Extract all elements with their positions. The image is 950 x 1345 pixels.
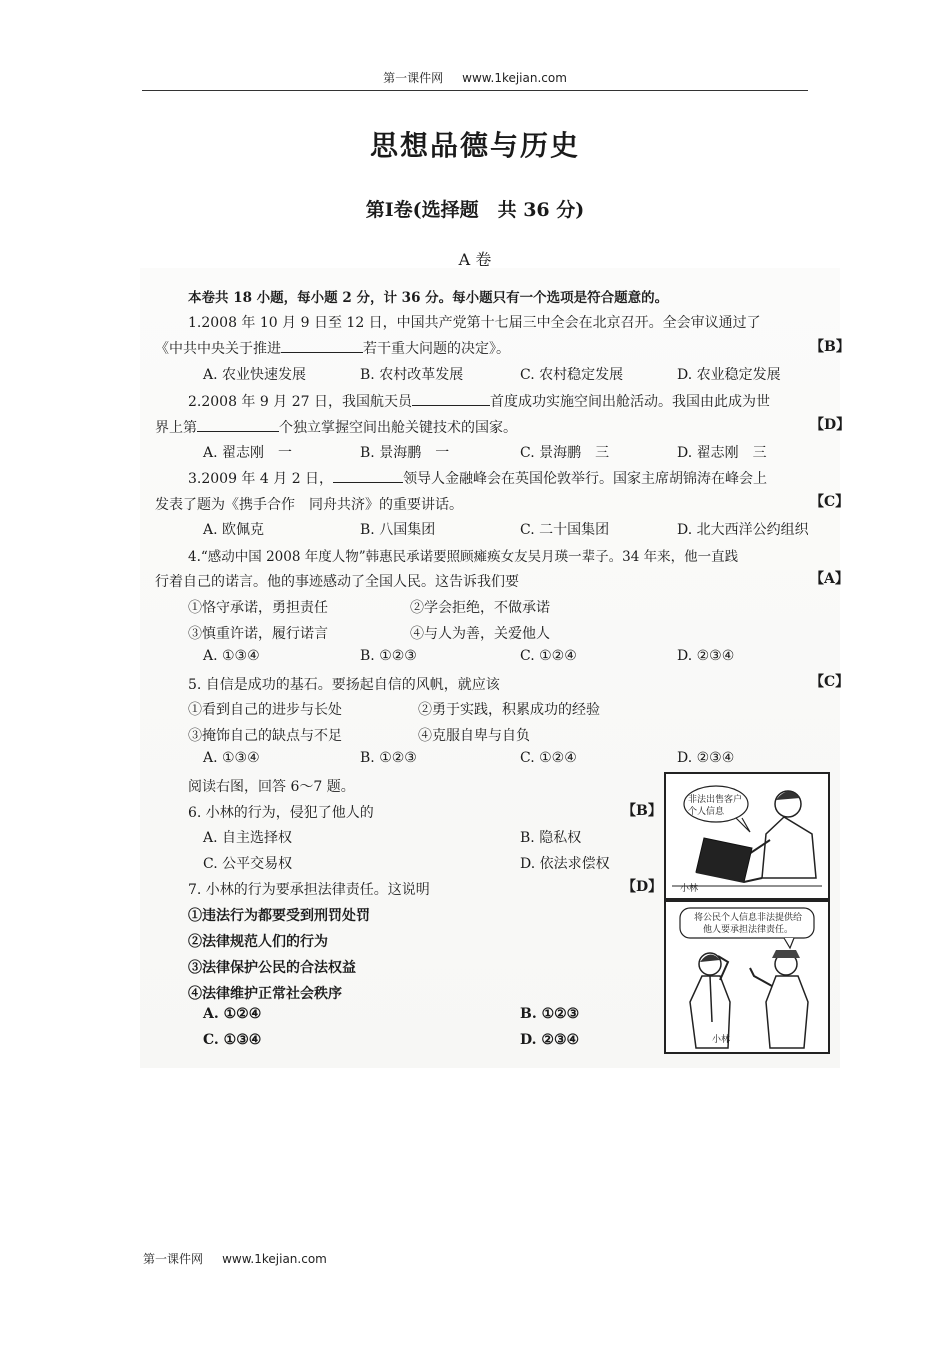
q6-option-b: B. 隐私权: [520, 830, 582, 846]
part-title: 第Ⅰ卷(选择题 共 36 分): [365, 199, 585, 221]
q7-item-1: ①违法行为都要受到刑罚处罚: [188, 908, 370, 924]
q7-option-d: D. ②③④: [520, 1032, 580, 1048]
q2-option-d: D. 翟志刚 三: [677, 445, 767, 461]
q1-answer: 【B】: [810, 339, 850, 355]
q2-line1: [188, 391, 770, 411]
q7-line1: 7. 小林的行为要承担法律责任。这说明: [188, 882, 430, 898]
q2-blank-2: [197, 417, 279, 432]
cartoon-panel-1-bubble: 非法出售客户个人信息: [688, 795, 743, 817]
q7-item-4: ④法律维护正常社会秩序: [188, 986, 342, 1002]
header-site-name: 第一课件网: [383, 71, 444, 85]
q5-option-c: C. ①②④: [520, 750, 577, 766]
footer-url[interactable]: www.1kejian.com: [222, 1252, 327, 1266]
q4-option-c: C. ①②④: [520, 648, 577, 664]
header-url[interactable]: www.1kejian.com: [462, 71, 567, 85]
q3-line1-start: 3.2009 年 4 月 2 日，: [188, 471, 334, 487]
q5-item-3: ③掩饰自己的缺点与不足: [188, 728, 342, 744]
q2-line1-start: 2.2008 年 9 月 27 日，我国航天员: [188, 394, 412, 410]
q1-line1: 1.2008 年 10 月 9 日至 12 日，中国共产党第十七届三中全会在北京召开。全会审议通过了: [188, 315, 761, 331]
q7-option-b: B. ①②③: [520, 1006, 580, 1022]
q2-option-c: C. 景海鹏 三: [520, 445, 610, 461]
q3-option-b: B. 八国集团: [360, 522, 436, 538]
q4-option-b: B. ①②③: [360, 648, 417, 664]
page-footer: [143, 1250, 327, 1267]
q4-line1: 4.“感动中国 2008 年度人物”韩惠民承诺要照顾瘫痪女友吴月瑛一辈子。34 年来，他一直践: [188, 549, 739, 565]
q5-item-1: ①看到自己的进步与长处: [188, 702, 342, 718]
footer-site-name: 第一课件网: [143, 1252, 204, 1266]
cartoon-illustration-1: [666, 774, 828, 898]
q3-line1-end: 领导人金融峰会在英国伦敦举行。国家主席胡锦涛在峰会上: [403, 471, 768, 487]
q4-line2: 行着自己的诺言。他的事迹感动了全国人民。这告诉我们要: [155, 574, 519, 590]
q4-answer: 【A】: [810, 571, 849, 587]
cartoon-panel-2-bubble: 将公民个人信息非法提供给他人要承担法律责任。: [693, 913, 802, 935]
q3-blank: [333, 468, 403, 483]
q5-option-d: D. ②③④: [677, 750, 735, 766]
q5-line1: 5. 自信是成功的基石。要扬起自信的风帆，就应该: [188, 677, 500, 693]
cartoon-panel-1-name: 小林: [680, 884, 699, 894]
q1-option-b: B. 农村改革发展: [360, 367, 464, 383]
q2-line2: [155, 417, 517, 437]
q5-option-a: A. ①③④: [203, 750, 260, 766]
q2-option-b: B. 景海鹏 一: [360, 445, 450, 461]
q7-item-3: ③法律保护公民的合法权益: [188, 960, 356, 976]
q3-option-d: D. 北大西洋公约组织: [677, 522, 809, 538]
cartoon-panel-2: [664, 900, 830, 1054]
q4-option-d: D. ②③④: [677, 648, 735, 664]
q6-answer: 【B】: [622, 803, 662, 819]
q4-item-4: ④与人为善，关爱他人: [410, 626, 550, 642]
q5-answer: 【C】: [810, 674, 850, 690]
q1-option-d: D. 农业稳定发展: [677, 367, 781, 383]
q1-option-c: C. 农村稳定发展: [520, 367, 624, 383]
q2-blank-1: [412, 391, 490, 406]
q3-line1: [188, 468, 767, 488]
q2-line1-end: 首度成功实施空间出舱活动。我国由此成为世: [489, 394, 770, 410]
q1-line2-start: 《中共中央关于推进: [155, 341, 281, 357]
q1-line2-end: 若干重大问题的决定》。: [363, 341, 510, 357]
read-prompt: 阅读右图，回答 6～7 题。: [188, 779, 355, 795]
page-header: [0, 69, 950, 86]
q6-line1: 6. 小林的行为，侵犯了他人的: [188, 805, 374, 821]
q5-option-b: B. ①②③: [360, 750, 417, 766]
q2-answer: 【D】: [810, 417, 851, 433]
q1-option-a: A. 农业快速发展: [203, 367, 307, 383]
q3-answer: 【C】: [810, 494, 850, 510]
q5-item-2: ②勇于实践，积累成功的经验: [418, 702, 600, 718]
q5-item-4: ④克服自卑与自负: [418, 728, 530, 744]
q3-option-a: A. 欧佩克: [203, 522, 265, 538]
q3-option-c: C. 二十国集团: [520, 522, 610, 538]
q7-item-2: ②法律规范人们的行为: [188, 934, 328, 950]
q4-option-a: A. ①③④: [203, 648, 260, 664]
q6-option-c: C. 公平交易权: [203, 856, 293, 872]
q2-line2-start: 界上第: [155, 420, 197, 436]
q4-item-2: ②学会拒绝，不做承诺: [410, 600, 550, 616]
q7-option-a: A. ①②④: [203, 1006, 262, 1022]
section-title: A 卷: [458, 250, 492, 269]
q7-answer: 【D】: [622, 879, 663, 895]
q3-line2: 发表了题为《携手合作 同舟共济》的重要讲话。: [155, 497, 463, 513]
document-title: 思想品德与历史: [369, 129, 580, 162]
q1-blank: [281, 338, 363, 353]
q4-item-1: ①恪守承诺，勇担责任: [188, 600, 328, 616]
instructions: 本卷共 18 小题，每小题 2 分，计 36 分。每小题只有一个选项是符合题意的。: [188, 290, 669, 306]
q1-line2: [155, 338, 510, 358]
cartoon-panel-1: [664, 772, 830, 900]
q6-option-a: A. 自主选择权: [203, 830, 293, 846]
q7-option-c: C. ①③④: [203, 1032, 262, 1048]
q2-line2-end: 个独立掌握空间出舱关键技术的国家。: [279, 420, 517, 436]
header-divider: [142, 90, 808, 91]
q4-item-3: ③慎重许诺，履行诺言: [188, 626, 328, 642]
q2-option-a: A. 翟志刚 一: [203, 445, 293, 461]
cartoon-panel-2-name: 小林: [712, 1035, 731, 1045]
q6-option-d: D. 依法求偿权: [520, 856, 610, 872]
